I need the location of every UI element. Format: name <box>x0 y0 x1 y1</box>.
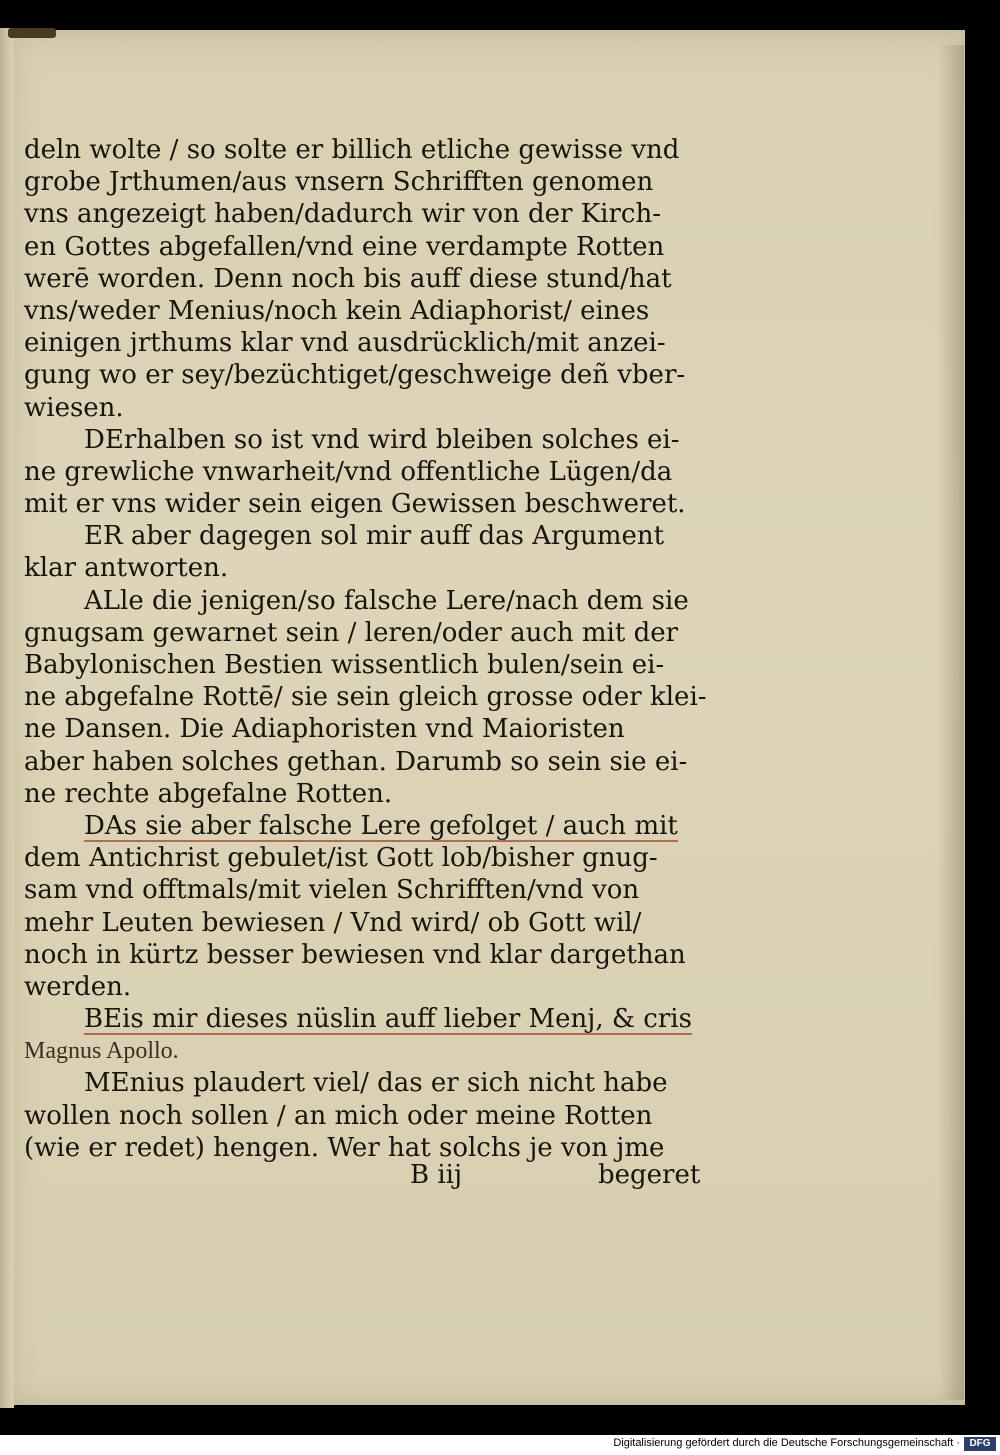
paragraph-start-line: DErhalben so ist vnd wird bleiben solches ei- <box>84 424 680 455</box>
text-line: gnugsam gewarnet sein / leren/oder auch mit der <box>24 617 679 648</box>
text-line: werden. <box>24 971 132 1002</box>
text-line: klar antworten. <box>24 553 229 584</box>
text-line: (wie er redet) hengen. Wer hat solchs je von jme <box>24 1132 665 1163</box>
text-line: ne grewliche vnwarheit/vnd offentliche Lügen/da <box>24 456 673 487</box>
catchword: begeret <box>598 1160 701 1190</box>
dfg-logo: DFG <box>964 1437 996 1451</box>
signature-mark: B iij <box>410 1160 463 1190</box>
text-line: wiesen. <box>24 392 124 423</box>
text-line: gung wo er sey/bezüchtiget/geschweige deñ vber- <box>24 360 686 391</box>
binding-mark <box>8 28 56 38</box>
text-line: Babylonischen Bestien wissentlich bulen/sein ei- <box>24 650 665 680</box>
paragraph-start-line: ALle die jenigen/so falsche Lere/nach dem sie <box>84 585 689 616</box>
text-line: ne rechte abgefalne Rotten. <box>24 778 393 809</box>
paragraph-start-line: ER aber dagegen sol mir auff das Argument <box>84 521 665 552</box>
text-line: en Gottes abgefallen/vnd eine verdampte Rotten <box>24 231 665 262</box>
text-line: ne abgefalne Rottē/ sie sein gleich grosse oder klei- <box>24 682 707 713</box>
page-right-shadow <box>938 45 964 1400</box>
text-line: mit er vns wider sein eigen Gewissen beschweret. <box>24 489 686 520</box>
text-line: wollen noch sollen / an mich oder meine Rotten <box>24 1100 653 1131</box>
page-text <box>24 134 714 1164</box>
underlined-paragraph-start-line: BEis mir dieses nüslin auff lieber Menj, & cris <box>84 1004 692 1035</box>
footer-bar <box>0 1435 1000 1455</box>
text-line: werē worden. Denn noch bis auff diese stund/hat <box>24 263 672 294</box>
text-line: vns angezeigt haben/dadurch wir von der Kirch- <box>24 199 661 230</box>
paragraph-start-line: MEnius plaudert viel/ das er sich nicht habe <box>84 1068 668 1099</box>
funding-credit: Digitalisierung gefördert durch die Deutsche Forschungsgemeinschaft · <box>613 1437 960 1449</box>
text-line: aber haben solches gethan. Darumb so sein sie ei- <box>24 746 688 777</box>
text-line: sam vnd offtmals/mit vielen Schrifften/vnd von <box>24 875 640 906</box>
text-line: deln wolte / so solte er billich etliche gewisse vnd <box>24 135 680 165</box>
text-line: grobe Jrthumen/aus vnsern Schrifften genomen <box>24 167 654 198</box>
text-line: mehr Leuten bewiesen / Vnd wird/ ob Gott wil/ <box>24 907 642 938</box>
text-line: noch in kürtz besser bewiesen vnd klar dargethan <box>24 939 686 970</box>
text-line: ne Dansen. Die Adiaphoristen vnd Maioristen <box>24 714 625 745</box>
underlined-paragraph-start-line: DAs sie aber falsche Lere gefolget / auch mit <box>84 810 678 841</box>
text-line: vns/weder Menius/noch kein Adiaphorist/ eines <box>24 295 650 326</box>
roman-type-line: Magnus Apollo. <box>24 1038 179 1065</box>
text-line: dem Antichrist gebulet/ist Gott lob/bisher gnug- <box>24 843 658 874</box>
page-left-edge <box>0 28 14 1408</box>
text-line: einigen jrthums klar vnd ausdrücklich/mit anzei- <box>24 328 666 359</box>
